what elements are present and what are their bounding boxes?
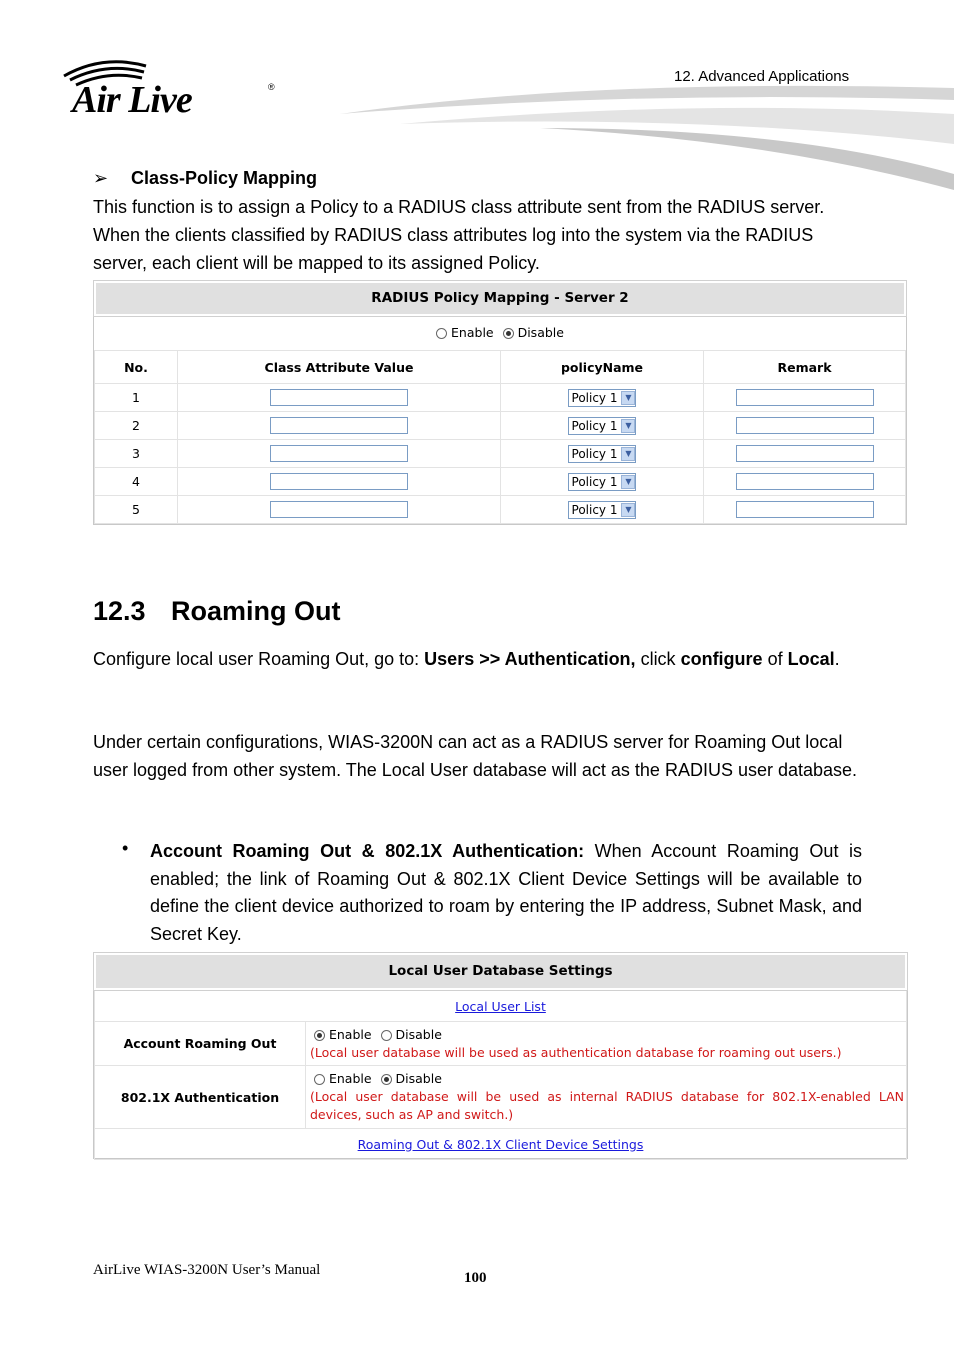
radius-enable-label: Enable bbox=[451, 325, 494, 340]
policy-select-value: Policy 1 bbox=[571, 446, 618, 461]
section-heading bbox=[93, 596, 341, 627]
local-term: Local bbox=[787, 649, 835, 669]
policy-select-value: Policy 1 bbox=[571, 474, 618, 489]
policy-select[interactable] bbox=[568, 417, 637, 435]
policy-select[interactable] bbox=[568, 389, 637, 407]
radius-disable-radio[interactable] bbox=[503, 328, 514, 339]
radius-policy-mapping-panel bbox=[93, 280, 907, 525]
page-number: 100 bbox=[464, 1270, 487, 1286]
roaming-enable-label: Enable bbox=[328, 1026, 372, 1042]
chevron-down-icon[interactable]: ▼ bbox=[621, 475, 635, 489]
instruction-text: Configure local user Roaming Out, go to: bbox=[93, 649, 425, 669]
row-number: 1 bbox=[95, 384, 178, 412]
remark-input[interactable] bbox=[736, 473, 874, 490]
radius-enable-radio[interactable] bbox=[436, 328, 447, 339]
radius-disable-label: Disable bbox=[517, 325, 564, 340]
class-attribute-input[interactable] bbox=[270, 389, 408, 406]
dot1x-note: (Local user database will be used as internal RADIUS database for 802.1X-enabled LAN devices, such as AP and switch.) bbox=[310, 1089, 904, 1122]
column-header-class-attribute: Class Attribute Value bbox=[178, 351, 501, 384]
local-user-database-panel bbox=[93, 952, 908, 1159]
row-number: 3 bbox=[95, 440, 178, 468]
arrow-bullet-icon: ➢ bbox=[93, 168, 109, 188]
remark-input[interactable] bbox=[736, 417, 874, 434]
table-row bbox=[95, 384, 906, 412]
remark-input[interactable] bbox=[736, 389, 874, 406]
remark-input[interactable] bbox=[736, 445, 874, 462]
bullet-bold-lead: Account Roaming Out & 802.1X Authentication: bbox=[150, 841, 585, 861]
table-row bbox=[95, 496, 906, 524]
radius-enable-row bbox=[94, 316, 906, 350]
navigation-instructions bbox=[93, 645, 863, 673]
bullet-icon: • bbox=[122, 838, 129, 858]
class-attribute-input[interactable] bbox=[270, 473, 408, 490]
dot1x-label: 802.1X Authentication bbox=[95, 1066, 306, 1129]
class-attribute-input[interactable] bbox=[270, 501, 408, 518]
dot1x-disable-radio[interactable] bbox=[381, 1074, 392, 1085]
radius-server-paragraph: Under certain configurations, WIAS-3200N can act as a RADIUS server for Roaming Out local user logged from other system. The Local User database will act as the RADIUS user database. bbox=[93, 732, 858, 780]
manual-title: AirLive WIAS-3200N User’s Manual bbox=[93, 1262, 321, 1278]
class-attribute-input[interactable] bbox=[270, 445, 408, 462]
chevron-down-icon[interactable]: ▼ bbox=[621, 447, 635, 461]
section-number: 12.3 bbox=[93, 596, 146, 626]
logo-wordmark: Air Live bbox=[72, 79, 192, 121]
table-row bbox=[95, 440, 906, 468]
policy-select-value: Policy 1 bbox=[571, 502, 618, 517]
row-number: 5 bbox=[95, 496, 178, 524]
roaming-disable-radio[interactable] bbox=[381, 1030, 392, 1041]
class-policy-paragraph: This function is to assign a Policy to a RADIUS class attribute sent from the RADIUS server. When the clients classified by RADIUS class attributes log into the system via the RADIUS server, each client will be mapped to its assigned Policy. bbox=[93, 197, 825, 273]
row-number: 4 bbox=[95, 468, 178, 496]
roaming-bullet-paragraph bbox=[150, 838, 862, 948]
local-user-list-link[interactable]: Local User List bbox=[455, 998, 546, 1014]
registered-mark: ® bbox=[268, 82, 275, 92]
remark-input[interactable] bbox=[736, 501, 874, 518]
radius-table-title: RADIUS Policy Mapping - Server 2 bbox=[94, 281, 906, 316]
column-header-remark: Remark bbox=[704, 351, 906, 384]
roaming-out-label: Account Roaming Out bbox=[95, 1022, 306, 1066]
policy-select-value: Policy 1 bbox=[571, 390, 618, 405]
column-header-no: No. bbox=[95, 351, 178, 384]
instruction-text: . bbox=[834, 649, 840, 669]
radius-mapping-table bbox=[94, 350, 906, 524]
instruction-text: of bbox=[762, 649, 788, 669]
class-policy-heading bbox=[93, 168, 317, 189]
airlive-logo bbox=[58, 58, 288, 124]
roaming-note: (Local user database will be used as authentication database for roaming out users.) bbox=[310, 1044, 842, 1060]
policy-select[interactable] bbox=[568, 501, 637, 519]
policy-select[interactable] bbox=[568, 473, 637, 491]
dot1x-disable-label: Disable bbox=[395, 1071, 442, 1086]
client-device-settings-row bbox=[95, 1129, 907, 1160]
roaming-out-options bbox=[306, 1022, 907, 1066]
class-attribute-input[interactable] bbox=[270, 417, 408, 434]
chevron-down-icon[interactable]: ▼ bbox=[621, 503, 635, 517]
client-device-settings-link[interactable]: Roaming Out & 802.1X Client Device Settings bbox=[357, 1136, 644, 1152]
local-table-title: Local User Database Settings bbox=[94, 953, 907, 990]
roaming-enable-radio[interactable] bbox=[314, 1030, 325, 1041]
roaming-out-row bbox=[95, 1022, 907, 1066]
dot1x-enable-radio[interactable] bbox=[314, 1074, 325, 1085]
table-row bbox=[95, 412, 906, 440]
dot1x-enable-label: Enable bbox=[328, 1071, 372, 1086]
roaming-disable-label: Disable bbox=[395, 1026, 442, 1042]
row-number: 2 bbox=[95, 412, 178, 440]
chevron-down-icon[interactable]: ▼ bbox=[621, 391, 635, 405]
chevron-down-icon[interactable]: ▼ bbox=[621, 419, 635, 433]
dot1x-row bbox=[95, 1066, 907, 1129]
column-header-policy-name: policyName bbox=[501, 351, 704, 384]
table-header-row bbox=[95, 351, 906, 384]
chapter-title: 12. Advanced Applications bbox=[674, 68, 850, 85]
table-row bbox=[95, 468, 906, 496]
local-settings-table bbox=[94, 990, 907, 1160]
dot1x-options bbox=[306, 1066, 907, 1129]
header-swoosh-decoration bbox=[340, 84, 954, 194]
class-policy-title: Class-Policy Mapping bbox=[131, 168, 318, 188]
local-user-list-row bbox=[95, 991, 907, 1022]
configure-term: configure bbox=[680, 649, 763, 669]
section-title: Roaming Out bbox=[171, 596, 341, 626]
policy-select[interactable] bbox=[568, 445, 637, 463]
instruction-text: click bbox=[635, 649, 681, 669]
policy-select-value: Policy 1 bbox=[571, 418, 618, 433]
menu-path: Users >> Authentication, bbox=[424, 649, 636, 669]
bullet-body: When Account Roaming Out is enabled; the link of Roaming Out & 802.1X Client Device Settings will be available to define the client device authorized to roam by entering the IP address, Subnet Mask, and Secret Key. bbox=[150, 841, 862, 944]
